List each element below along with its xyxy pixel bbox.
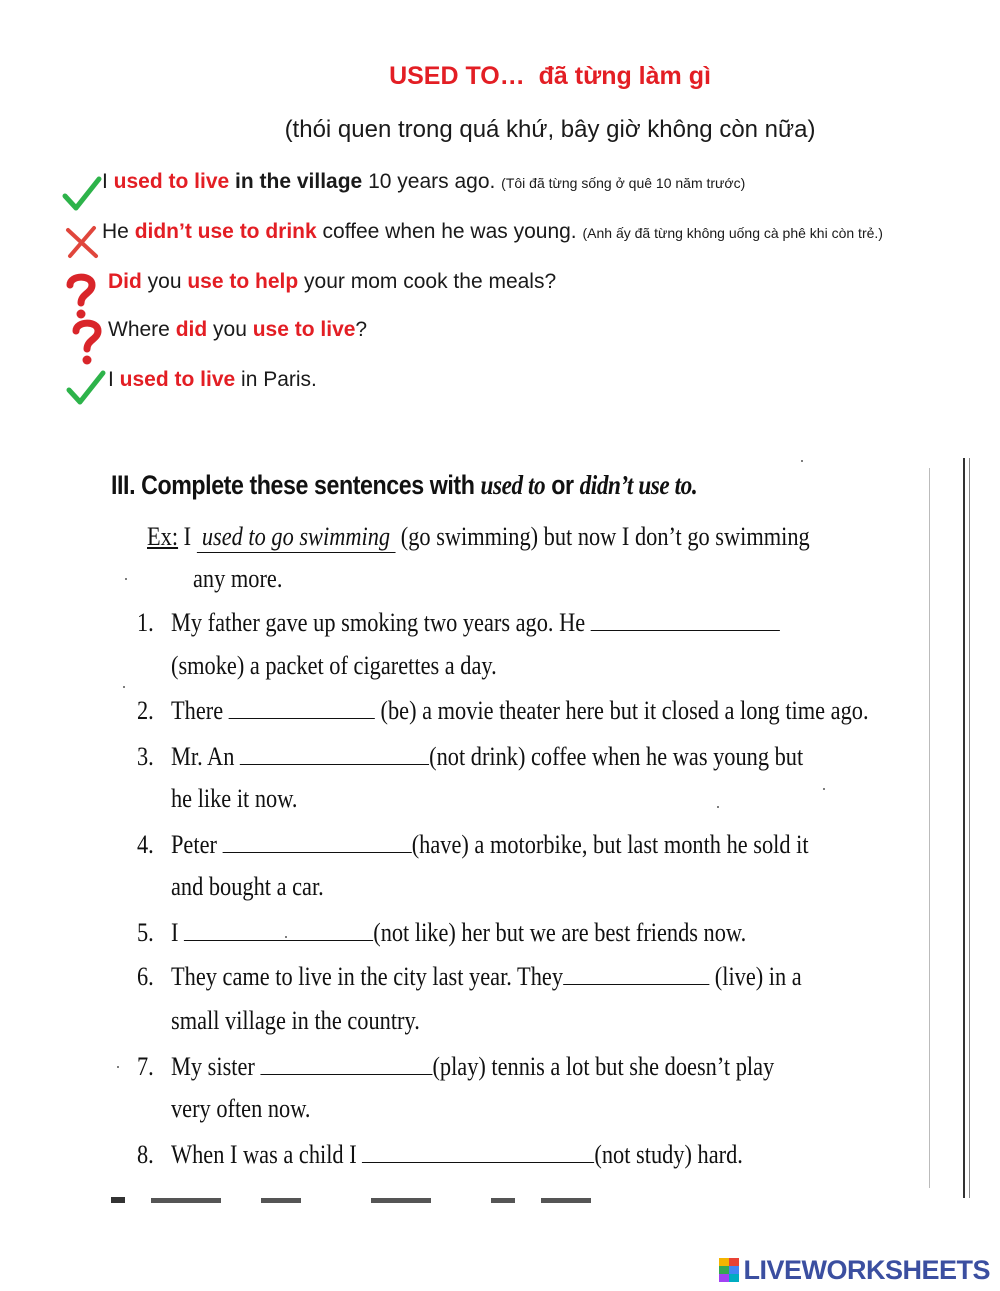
translation-note: (Anh ấy đã từng không uống cà phê khi còn trẻ.)	[582, 225, 883, 241]
item-text-before-blank: When I was a child I	[171, 1140, 363, 1169]
sentence-text: coffee when he was young.	[316, 220, 583, 243]
item-text-before-blank: Peter	[171, 830, 223, 859]
item-sentence	[171, 918, 746, 948]
scan-speck	[123, 686, 125, 688]
item-text-before-blank: My sister	[171, 1052, 261, 1081]
example-sentence	[147, 522, 810, 553]
scan-border-line-inner	[969, 458, 970, 1198]
item-sentence	[171, 830, 809, 860]
item-sentence	[171, 696, 869, 726]
example-continuation: any more.	[193, 564, 283, 593]
item-number: 4.	[137, 830, 154, 859]
exercise-heading-prefix: III. Complete these sentences with	[111, 470, 481, 500]
answer-blank[interactable]	[260, 1054, 432, 1075]
item-sentence	[171, 962, 802, 992]
item-text-after-blank: (play) tennis a lot but she doesn’t play	[432, 1052, 775, 1081]
liveworksheets-logo-icon	[719, 1258, 739, 1282]
item-sentence-continuation: small village in the country.	[171, 1006, 420, 1035]
translation-note: (Tôi đã từng sống ở quê 10 năm trước)	[501, 175, 746, 191]
sentence-text: in Paris.	[235, 368, 317, 391]
sentence-text: Where	[108, 318, 176, 341]
highlighted-phrase: did	[175, 318, 208, 341]
page-title: USED TO… đã từng làm gì	[389, 62, 711, 90]
sentence-text: I	[108, 368, 120, 391]
sentence-text: you	[207, 318, 253, 341]
sentence-text: I	[102, 170, 114, 193]
check-icon	[62, 176, 102, 217]
item-text-after-blank: (not like) her but we are best friends now.	[373, 918, 747, 947]
item-number: 6.	[137, 962, 154, 991]
item-number: 2.	[137, 696, 154, 725]
scan-speck	[117, 1066, 119, 1068]
sentence-text: you	[141, 270, 188, 293]
example-line	[102, 220, 883, 244]
example-post: (go swimming) but now I don’t go swimming	[395, 522, 810, 551]
highlighted-phrase: used to live	[113, 170, 230, 193]
exercise-heading-used-to: used to	[480, 470, 546, 500]
brand-name: LIVEWORKSHEETS	[743, 1254, 990, 1285]
example-line	[108, 368, 317, 392]
exercise-scan	[95, 448, 975, 1203]
scan-speck	[717, 806, 719, 808]
scan-speck	[801, 460, 803, 462]
answer-blank[interactable]	[362, 1142, 594, 1163]
item-number: 1.	[137, 608, 154, 637]
answer-blank[interactable]	[229, 698, 375, 719]
item-text-before-blank: There	[171, 696, 229, 725]
cross-icon	[64, 224, 100, 265]
scan-speck	[823, 788, 825, 790]
item-text-before-blank: I	[171, 918, 185, 947]
highlighted-phrase: Did	[108, 270, 142, 293]
scan-speck	[285, 936, 287, 938]
answer-blank[interactable]	[591, 610, 780, 631]
item-number: 8.	[137, 1140, 154, 1169]
example-line	[102, 170, 745, 194]
item-sentence-continuation: (smoke) a packet of cigarettes a day.	[171, 651, 497, 680]
item-sentence	[171, 1140, 743, 1170]
scan-edge-shadow	[929, 468, 930, 1188]
item-text-after-blank: (not study) hard.	[594, 1140, 743, 1169]
highlighted-phrase: use to live	[252, 318, 356, 341]
highlighted-phrase: use to help	[187, 270, 299, 293]
scan-border-line	[963, 458, 965, 1198]
highlighted-phrase: used to live	[119, 368, 236, 391]
item-text-after-blank: (not drink) coffee when he was young but	[429, 742, 804, 771]
item-text-before-blank: They came to live in the city last year. They	[171, 962, 563, 991]
cropped-next-section-text	[111, 1195, 711, 1203]
sentence-text: your mom cook the meals?	[298, 270, 557, 293]
example-answer: used to go swimming	[197, 522, 396, 553]
exercise-heading-or: or	[545, 470, 580, 500]
check-icon	[66, 370, 106, 411]
example-line	[108, 318, 367, 342]
answer-blank[interactable]	[240, 744, 429, 765]
answer-blank[interactable]	[184, 920, 373, 941]
item-text-before-blank: My father gave up smoking two years ago. He	[171, 608, 591, 637]
item-text-before-blank: Mr. An	[171, 742, 240, 771]
liveworksheets-brand	[719, 1250, 990, 1290]
example-line	[108, 270, 556, 294]
sentence-text: in the village	[229, 170, 363, 193]
item-sentence	[171, 1052, 774, 1082]
item-sentence	[171, 608, 780, 638]
example-label: Ex:	[147, 522, 179, 551]
item-sentence-continuation: and bought a car.	[171, 872, 324, 901]
question-icon	[72, 318, 102, 371]
sentence-text: He	[102, 220, 135, 243]
sentence-text: ?	[355, 318, 368, 341]
sentence-text: 10 years ago.	[362, 170, 502, 193]
highlighted-phrase: didn’t use to drink	[134, 220, 317, 243]
answer-blank[interactable]	[223, 832, 412, 853]
item-sentence-continuation: he like it now.	[171, 784, 298, 813]
item-sentence-continuation: very often now.	[171, 1094, 311, 1123]
item-sentence	[171, 742, 803, 772]
example-pre: I	[178, 522, 197, 551]
item-text-after-blank: (live) in a	[709, 962, 802, 991]
item-text-after-blank: (be) a movie theater here but it closed a long time ago.	[374, 696, 869, 725]
exercise-heading	[111, 470, 697, 501]
scan-speck	[125, 578, 127, 580]
item-text-after-blank: (have) a motorbike, but last month he sold it	[411, 830, 809, 859]
item-number: 7.	[137, 1052, 154, 1081]
page-subtitle: (thói quen trong quá khứ, bây giờ không còn nữa)	[284, 116, 816, 143]
item-number: 3.	[137, 742, 154, 771]
exercise-heading-didnt-use-to: didn’t use to.	[579, 470, 698, 500]
answer-blank[interactable]	[563, 964, 709, 985]
item-number: 5.	[137, 918, 154, 947]
